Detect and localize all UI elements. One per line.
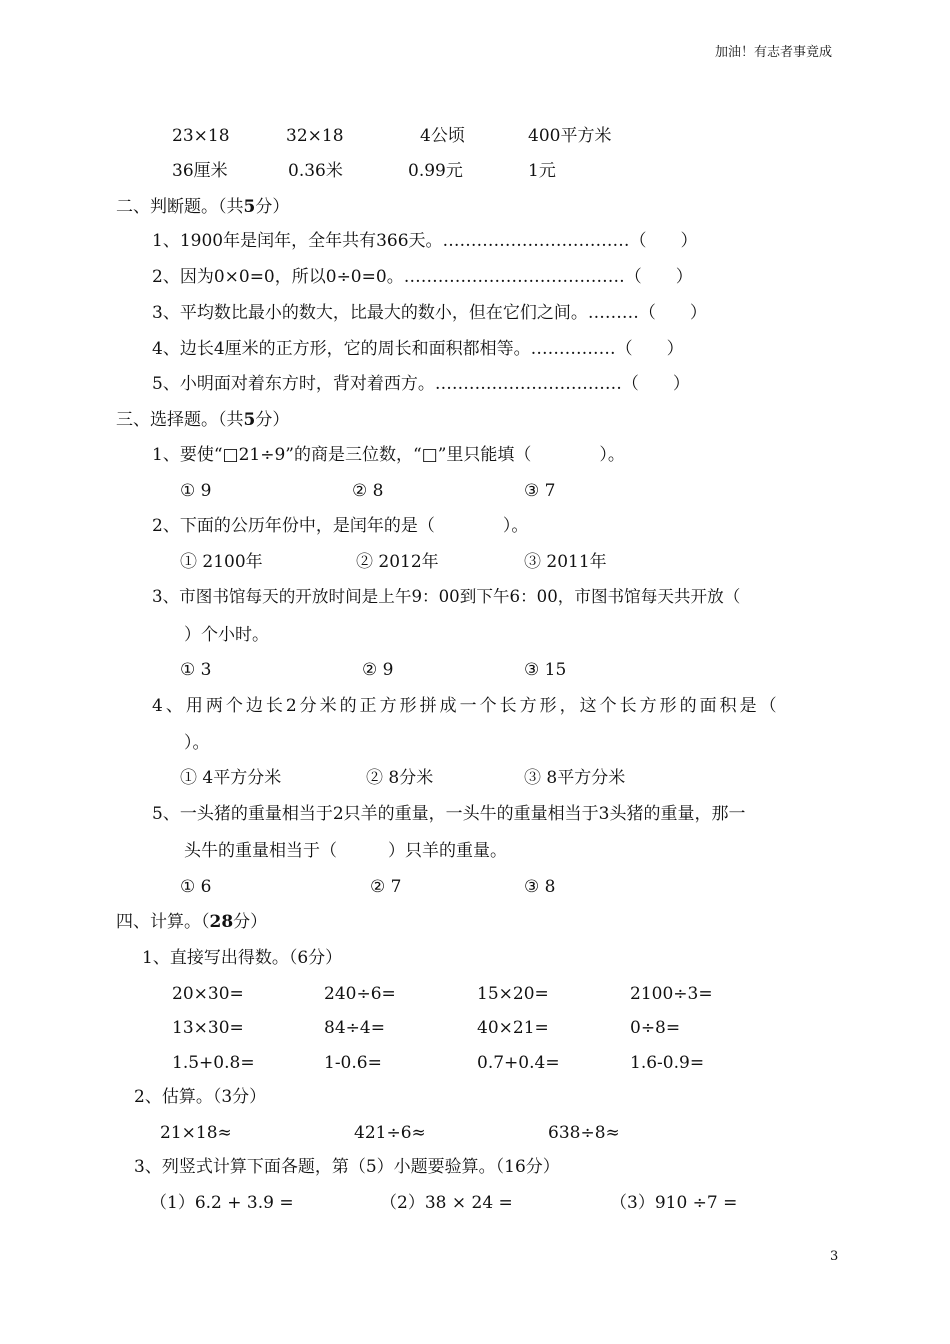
judge-item-5: 5、小明面对着东方时，背对着西方。……………………………（ ） <box>152 374 690 394</box>
calc-cell: 15×20= <box>477 984 549 1004</box>
calc-cell: 1.6-0.9= <box>630 1053 705 1073</box>
choice-q4-option: ③ 8平方分米 <box>524 768 626 788</box>
judge-item-2: 2、因为0×0=0，所以0÷0=0。…………………………………（ ） <box>152 267 693 287</box>
top-row-2-cell: 36厘米 <box>172 161 228 181</box>
calc-cell: 40×21= <box>477 1018 549 1038</box>
calc-cell: 13×30= <box>172 1018 244 1038</box>
calc-cell: 240÷6= <box>324 984 396 1004</box>
page-number: 3 <box>830 1249 839 1264</box>
choice-q2-option: ① 2100年 <box>180 552 263 572</box>
choice-q4-line1: 4、用两个边长2分米的正方形拼成一个长方形，这个长方形的面积是（ <box>152 696 780 716</box>
estimate-item: 638÷8≈ <box>548 1123 620 1143</box>
choice-q3-option: ③ 15 <box>524 660 567 680</box>
choice-q4-option: ② 8分米 <box>366 768 434 788</box>
choice-q3-line1: 3、市图书馆每天的开放时间是上午9：00到下午6：00，市图书馆每天共开放（ <box>152 587 741 606</box>
calc-cell: 1.5+0.8= <box>172 1053 255 1073</box>
section4-title <box>116 914 267 931</box>
section3-title-prefix: 三、选择题。（共 <box>116 410 244 430</box>
section2-points: 5 <box>243 197 256 217</box>
choice-q2-option: ③ 2011年 <box>524 552 607 572</box>
vertical-calc-item: （1）6.2 + 3.9 = <box>150 1193 294 1213</box>
section2-title-prefix: 二、判断题。（共 <box>116 197 244 217</box>
section2-title-suffix: 分） <box>255 197 290 217</box>
top-row-1-cell: 32×18 <box>286 126 344 146</box>
choice-q4-line2: ）。 <box>184 733 210 753</box>
estimate-item: 421÷6≈ <box>354 1123 426 1143</box>
section3-title-suffix: 分） <box>255 410 290 430</box>
top-row-2-cell: 0.99元 <box>408 161 463 181</box>
choice-q2: 2、下面的公历年份中，是闰年的是（ ）。 <box>152 516 529 536</box>
calc-cell: 0÷8= <box>630 1018 681 1038</box>
choice-q5-option: ② 7 <box>370 877 402 897</box>
judge-item-3: 3、平均数比最小的数大，比最大的数小，但在它们之间。………（ ） <box>152 303 707 323</box>
choice-q1-option: ② 8 <box>352 481 384 501</box>
judge-item-4: 4、边长4厘米的正方形，它的周长和面积都相等。……………（ ） <box>152 339 684 359</box>
section4-title-suffix: 分） <box>233 912 268 932</box>
section4-title-prefix: 四、计算。（ <box>116 912 210 932</box>
section4-points: 28 <box>209 912 234 932</box>
section3-title <box>116 412 289 429</box>
calc-cell: 1-0.6= <box>324 1053 382 1073</box>
vertical-calc-item: （3）910 ÷7 = <box>610 1193 738 1213</box>
top-row-2-cell: 1元 <box>528 161 556 181</box>
choice-q5-line1: 5、一头猪的重量相当于2只羊的重量，一头牛的重量相当于3头猪的重量，那一 <box>152 804 746 824</box>
section2-title <box>116 199 289 216</box>
choice-q5-option: ① 6 <box>180 877 212 897</box>
section3-points: 5 <box>243 410 256 430</box>
judge-item-1: 1、1900年是闰年，全年共有366天。……………………………（ ） <box>152 231 698 251</box>
choice-q1-option: ③ 7 <box>524 481 556 501</box>
choice-q3-line2: ）个小时。 <box>184 625 269 645</box>
top-row-1-cell: 23×18 <box>172 126 230 146</box>
calc-sub1-title: 1、直接写出得数。（6分） <box>142 948 343 968</box>
choice-q1: 1、要使“□21÷9”的商是三位数，“□”里只能填（ ）。 <box>152 445 625 465</box>
top-row-2-cell: 0.36米 <box>288 161 343 181</box>
calc-sub2-title: 2、估算。（3分） <box>134 1087 267 1107</box>
choice-q3-option: ① 3 <box>180 660 212 680</box>
choice-q4-option: ① 4平方分米 <box>180 768 282 788</box>
header-motto: 加油！有志者事竟成 <box>715 45 833 60</box>
calc-cell: 2100÷3= <box>630 984 713 1004</box>
choice-q5-option: ③ 8 <box>524 877 556 897</box>
calc-sub3-title: 3、列竖式计算下面各题，第（5）小题要验算。（16分） <box>134 1157 560 1177</box>
calc-cell: 20×30= <box>172 984 244 1004</box>
calc-cell: 84÷4= <box>324 1018 385 1038</box>
choice-q5-line2: 头牛的重量相当于（ ）只羊的重量。 <box>184 841 507 861</box>
choice-q3-option: ② 9 <box>362 660 394 680</box>
top-row-1-cell: 4公顷 <box>420 126 465 146</box>
choice-q2-option: ② 2012年 <box>356 552 439 572</box>
calc-cell: 0.7+0.4= <box>477 1053 560 1073</box>
vertical-calc-item: （2）38 × 24 = <box>380 1193 513 1213</box>
top-row-1-cell: 400平方米 <box>528 126 612 146</box>
choice-q1-option: ① 9 <box>180 481 212 501</box>
estimate-item: 21×18≈ <box>160 1123 232 1143</box>
